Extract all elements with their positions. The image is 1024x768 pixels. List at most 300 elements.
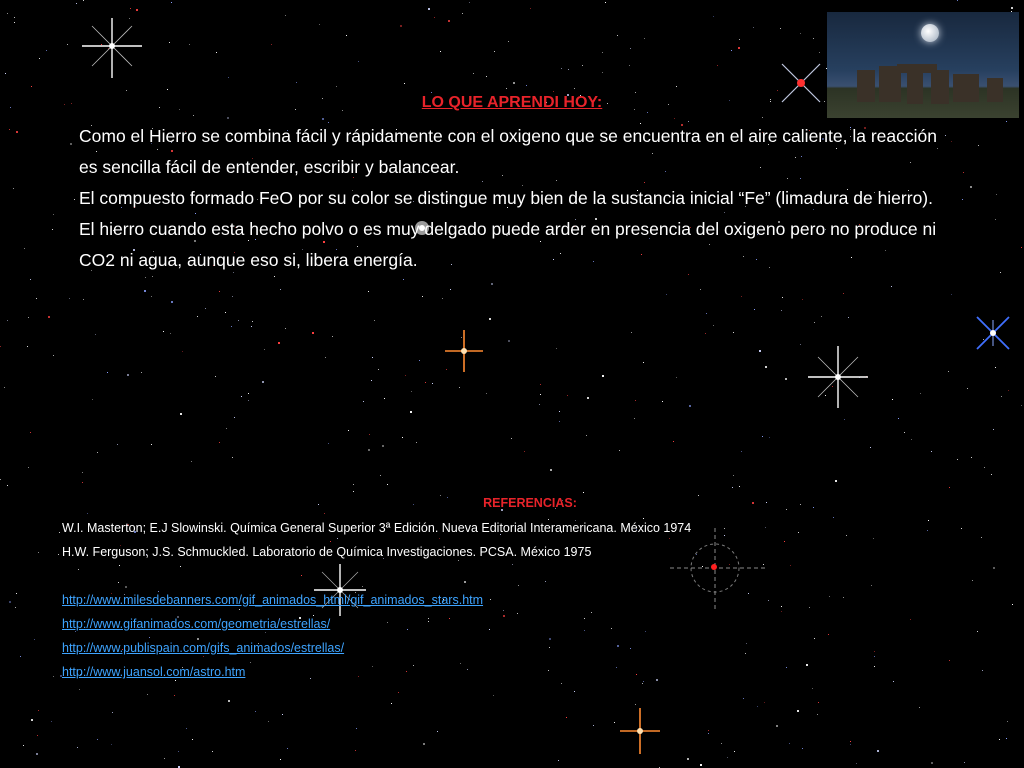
background-star <box>689 405 691 407</box>
background-star <box>978 145 979 146</box>
background-star <box>850 744 851 745</box>
background-star <box>180 566 181 567</box>
background-star <box>402 437 403 438</box>
background-star <box>197 316 198 317</box>
sparkle-star-icon <box>974 314 1012 352</box>
background-star <box>473 73 474 74</box>
background-star <box>79 689 80 690</box>
background-star <box>489 318 491 320</box>
background-star <box>530 8 531 9</box>
background-star <box>967 388 968 389</box>
background-star <box>119 565 120 566</box>
background-star <box>1001 396 1002 397</box>
background-star <box>957 459 958 460</box>
background-star <box>617 35 618 36</box>
background-star <box>567 395 568 396</box>
background-star <box>518 585 519 586</box>
background-star <box>635 400 636 401</box>
background-star <box>227 117 229 119</box>
background-star <box>634 418 635 419</box>
background-star <box>574 88 575 89</box>
background-star <box>848 317 849 318</box>
background-star <box>416 442 417 443</box>
reference-link[interactable]: http://www.juansol.com/astro.htm <box>62 665 246 679</box>
background-star <box>972 580 973 581</box>
background-star <box>629 65 630 66</box>
background-star <box>635 92 636 93</box>
background-star <box>225 312 226 313</box>
background-star <box>191 461 192 462</box>
background-star <box>812 688 813 689</box>
background-star <box>524 451 525 452</box>
background-star <box>353 484 354 485</box>
background-star <box>464 581 466 583</box>
background-star <box>931 451 932 452</box>
background-star <box>802 299 803 300</box>
background-star <box>14 22 15 23</box>
reference-link[interactable]: http://www.publispain.com/gifs_animados/estrellas/ <box>62 641 345 655</box>
background-star <box>587 397 589 399</box>
background-star <box>785 378 787 380</box>
background-star <box>0 346 1 347</box>
background-star <box>850 741 851 742</box>
background-star <box>241 396 242 397</box>
background-star <box>559 421 560 422</box>
background-star <box>16 131 18 133</box>
background-star <box>53 214 54 215</box>
background-star <box>262 381 264 383</box>
background-star <box>733 475 734 476</box>
background-star <box>643 362 644 363</box>
background-star <box>991 474 992 475</box>
background-star <box>164 758 165 759</box>
background-star <box>844 419 845 420</box>
background-star <box>540 394 541 395</box>
background-star <box>550 469 552 471</box>
background-star <box>141 372 142 373</box>
background-star <box>434 17 435 18</box>
background-star <box>178 751 179 752</box>
background-star <box>193 115 194 116</box>
reference-link[interactable]: http://www.gifanimados.com/geometria/estrellas/ <box>62 617 331 631</box>
background-star <box>764 702 765 703</box>
background-star <box>605 2 606 3</box>
background-star <box>4 387 5 388</box>
background-star <box>163 331 164 332</box>
background-star <box>31 719 33 721</box>
background-star <box>789 743 790 744</box>
background-star <box>802 748 803 749</box>
background-star <box>7 485 8 486</box>
background-star <box>325 357 326 358</box>
background-star <box>1006 121 1007 122</box>
background-star <box>234 417 235 418</box>
background-star <box>870 447 871 448</box>
background-star <box>759 350 761 352</box>
background-star <box>741 451 742 452</box>
background-star <box>493 695 494 696</box>
background-star <box>425 382 426 383</box>
background-star <box>877 750 879 752</box>
background-star <box>180 413 182 415</box>
reference-item: H.W. Ferguson; J.S. Schmuckled. Laboratorio de Química Investigaciones. PCSA. México 1975 <box>62 545 592 559</box>
background-star <box>739 39 740 40</box>
background-star <box>169 42 170 43</box>
background-star <box>963 172 964 173</box>
background-star <box>957 0 958 1</box>
background-star <box>312 332 314 334</box>
background-star <box>264 349 265 350</box>
background-star <box>380 475 381 476</box>
background-star <box>130 8 131 9</box>
background-star <box>118 582 119 583</box>
background-star <box>995 367 996 368</box>
background-star <box>27 346 28 347</box>
background-star <box>48 316 50 318</box>
background-star <box>15 607 16 608</box>
background-star <box>215 376 216 377</box>
background-star <box>287 748 288 749</box>
background-star <box>566 717 567 718</box>
background-star <box>182 351 183 352</box>
background-star <box>296 82 297 83</box>
page-heading: LO QUE APRENDI HOY: <box>421 94 603 111</box>
background-star <box>738 47 740 49</box>
background-star <box>38 710 39 711</box>
background-star <box>97 452 98 453</box>
background-star <box>993 567 995 569</box>
background-star <box>432 383 433 384</box>
background-star <box>189 44 190 45</box>
background-star <box>87 513 88 514</box>
background-star <box>39 58 40 59</box>
background-star <box>904 432 905 433</box>
background-star <box>647 112 648 113</box>
background-star <box>782 297 783 298</box>
background-star <box>561 68 562 69</box>
background-star <box>765 366 767 368</box>
background-star <box>378 369 379 370</box>
background-star <box>171 301 173 303</box>
background-star <box>1011 7 1013 9</box>
background-star <box>268 721 269 722</box>
reference-list <box>62 516 962 564</box>
background-star <box>76 3 77 4</box>
summary-paragraph: Como el Hierro se combina fácil y rápidamente con el oxigeno que se encuentra en el aire caliente, la reacción es sencilla fácil de entender, escribir y balancear. <box>79 126 937 177</box>
background-star <box>371 380 372 381</box>
reference-item: W.I. Masterton; E.J Slowinski. Química General Superior 3ª Edición. Nueva Editorial Interamericana. México 1974 <box>62 521 692 535</box>
background-star <box>442 298 443 299</box>
background-star <box>82 472 83 473</box>
background-star <box>248 400 249 401</box>
background-star <box>252 321 253 322</box>
background-star <box>285 328 286 329</box>
background-star <box>951 294 952 295</box>
background-star <box>486 76 487 77</box>
background-star <box>411 391 412 392</box>
background-star <box>232 457 233 458</box>
background-star <box>151 296 152 297</box>
background-star <box>280 289 281 290</box>
background-star <box>423 743 425 745</box>
background-star <box>732 487 733 488</box>
background-star <box>228 700 230 702</box>
background-star <box>949 487 950 488</box>
background-star <box>674 118 675 119</box>
background-star <box>145 277 146 278</box>
background-star <box>981 537 982 538</box>
background-star <box>171 2 172 3</box>
background-star <box>911 439 912 440</box>
background-star <box>387 484 388 485</box>
background-star <box>962 199 963 200</box>
background-star <box>1007 721 1008 722</box>
background-star <box>112 712 113 713</box>
background-star <box>631 332 632 333</box>
background-star <box>486 393 487 394</box>
background-star <box>513 82 515 84</box>
moon-icon <box>921 24 939 42</box>
background-star <box>382 445 384 447</box>
background-star <box>511 438 512 439</box>
background-star <box>46 50 47 51</box>
background-star <box>398 692 399 693</box>
background-star <box>280 759 281 760</box>
background-star <box>1008 390 1009 391</box>
background-star <box>301 575 302 576</box>
background-star <box>948 371 949 372</box>
background-star <box>676 86 677 87</box>
background-star <box>216 52 217 53</box>
background-star <box>20 656 21 657</box>
background-star <box>574 691 575 692</box>
background-star <box>568 69 569 70</box>
background-star <box>231 326 232 327</box>
background-star <box>540 384 541 385</box>
background-star <box>31 86 32 87</box>
background-star <box>800 33 801 34</box>
background-star <box>28 317 29 318</box>
background-star <box>136 9 138 11</box>
background-star <box>363 401 364 402</box>
background-star <box>721 743 722 744</box>
background-star <box>762 117 763 118</box>
background-star <box>9 601 11 603</box>
background-star <box>151 444 152 445</box>
background-star <box>614 722 615 723</box>
background-star <box>219 291 220 292</box>
background-star <box>1000 272 1001 273</box>
background-star <box>419 360 420 361</box>
background-star <box>891 286 892 287</box>
background-star <box>662 401 663 402</box>
background-star <box>754 309 755 310</box>
sparkle-star-icon <box>806 344 870 410</box>
background-star <box>673 441 674 442</box>
background-star <box>717 65 718 66</box>
background-star <box>734 751 735 752</box>
background-star <box>332 336 333 337</box>
background-star <box>226 428 227 429</box>
background-star <box>278 342 280 344</box>
background-star <box>232 296 233 297</box>
background-star <box>713 325 714 326</box>
background-star <box>508 340 510 342</box>
background-star <box>993 429 994 430</box>
background-star <box>708 730 709 731</box>
background-star <box>372 357 373 358</box>
background-star <box>602 375 604 377</box>
background-star <box>727 757 728 758</box>
background-star <box>400 25 402 27</box>
background-star <box>762 436 763 437</box>
background-star <box>753 27 754 28</box>
sparkle-star-icon <box>80 16 144 80</box>
background-star <box>700 764 702 766</box>
background-star <box>30 432 31 433</box>
background-star <box>1006 738 1007 739</box>
background-star <box>977 631 978 632</box>
background-star <box>491 283 493 285</box>
background-star <box>1021 405 1022 406</box>
background-star <box>644 38 645 39</box>
background-star <box>814 322 815 323</box>
background-star <box>769 437 770 438</box>
background-star <box>545 581 546 582</box>
background-star <box>706 313 707 314</box>
background-star <box>919 707 920 708</box>
background-star <box>228 77 229 78</box>
background-star <box>7 320 8 321</box>
background-star <box>174 695 175 696</box>
background-star <box>781 310 782 311</box>
background-star <box>708 733 709 734</box>
background-star <box>353 491 354 492</box>
background-star <box>384 398 385 399</box>
background-star <box>107 372 108 373</box>
background-star <box>431 92 432 93</box>
background-star <box>630 48 631 49</box>
background-star <box>147 694 148 695</box>
background-star <box>970 186 972 188</box>
background-star <box>59 532 60 533</box>
background-star <box>526 85 527 86</box>
background-star <box>1012 604 1013 605</box>
background-star <box>51 721 52 722</box>
background-star <box>336 86 337 87</box>
background-star <box>248 393 249 394</box>
background-star <box>996 194 997 195</box>
reference-link[interactable]: http://www.milesdebanners.com/gif_animados_html/gif_animados_stars.htm <box>62 593 484 607</box>
background-star <box>602 72 603 73</box>
background-star <box>410 411 412 413</box>
background-star <box>346 35 347 36</box>
background-star <box>37 735 38 736</box>
sparkle-star-icon <box>443 328 485 374</box>
background-star <box>964 762 965 763</box>
background-star <box>705 333 706 334</box>
summary-paragraph: El compuesto formado FeO por su color se distingue muy bien de la sustancia inicial “Fe” (limadura de hierro). <box>79 188 933 208</box>
references-title: REFERENCIAS: <box>483 496 577 510</box>
background-star <box>757 706 758 707</box>
background-star <box>800 344 801 345</box>
background-star <box>127 374 129 376</box>
background-star <box>23 745 24 746</box>
background-star <box>0 479 1 480</box>
background-star <box>635 704 636 705</box>
background-star <box>152 276 153 277</box>
background-star <box>593 725 594 726</box>
summary-text <box>79 121 949 276</box>
background-star <box>1021 247 1022 248</box>
background-star <box>602 52 603 53</box>
background-star <box>5 73 6 74</box>
background-star <box>117 444 118 445</box>
background-star <box>422 296 423 297</box>
background-star <box>251 326 252 327</box>
background-star <box>126 90 127 91</box>
background-star <box>512 564 513 565</box>
background-star <box>368 291 369 292</box>
background-star <box>462 13 463 14</box>
background-star <box>428 8 430 10</box>
background-star <box>36 753 38 755</box>
background-star <box>984 467 985 468</box>
background-star <box>282 714 283 715</box>
background-star <box>582 65 583 66</box>
background-star <box>818 702 819 703</box>
background-star <box>74 199 75 200</box>
background-star <box>404 83 405 84</box>
background-star <box>776 725 778 727</box>
background-star <box>97 739 98 740</box>
background-star <box>355 750 356 751</box>
background-star <box>586 435 587 436</box>
background-star <box>14 17 15 18</box>
background-star <box>53 676 54 677</box>
background-star <box>13 188 14 189</box>
background-star <box>871 585 872 586</box>
background-star <box>82 482 83 483</box>
background-star <box>437 731 438 732</box>
background-star <box>356 728 357 729</box>
sparkle-star-icon <box>618 706 662 756</box>
background-star <box>83 299 84 300</box>
background-star <box>559 411 560 412</box>
background-star <box>167 89 168 90</box>
background-star <box>619 450 620 451</box>
background-star <box>741 296 742 297</box>
background-star <box>24 248 25 249</box>
background-star <box>111 744 112 745</box>
background-star <box>700 289 701 290</box>
background-star <box>186 728 187 729</box>
background-star <box>843 293 844 294</box>
background-star <box>95 334 96 335</box>
background-star <box>34 639 35 640</box>
background-star <box>52 229 53 230</box>
background-star <box>92 399 93 400</box>
summary-paragraph: El hierro cuando esta hecho polvo o es muy delgado puede arder en presencia del oxigeno pero no produce ni CO2 ni agua, aunque eso si, libera energía. <box>79 219 937 270</box>
background-star <box>494 51 495 52</box>
background-star <box>212 751 213 752</box>
background-star <box>733 332 734 333</box>
background-star <box>30 279 31 280</box>
background-star <box>285 15 286 16</box>
background-star <box>835 480 837 482</box>
background-star <box>271 44 272 45</box>
background-star <box>70 143 72 145</box>
